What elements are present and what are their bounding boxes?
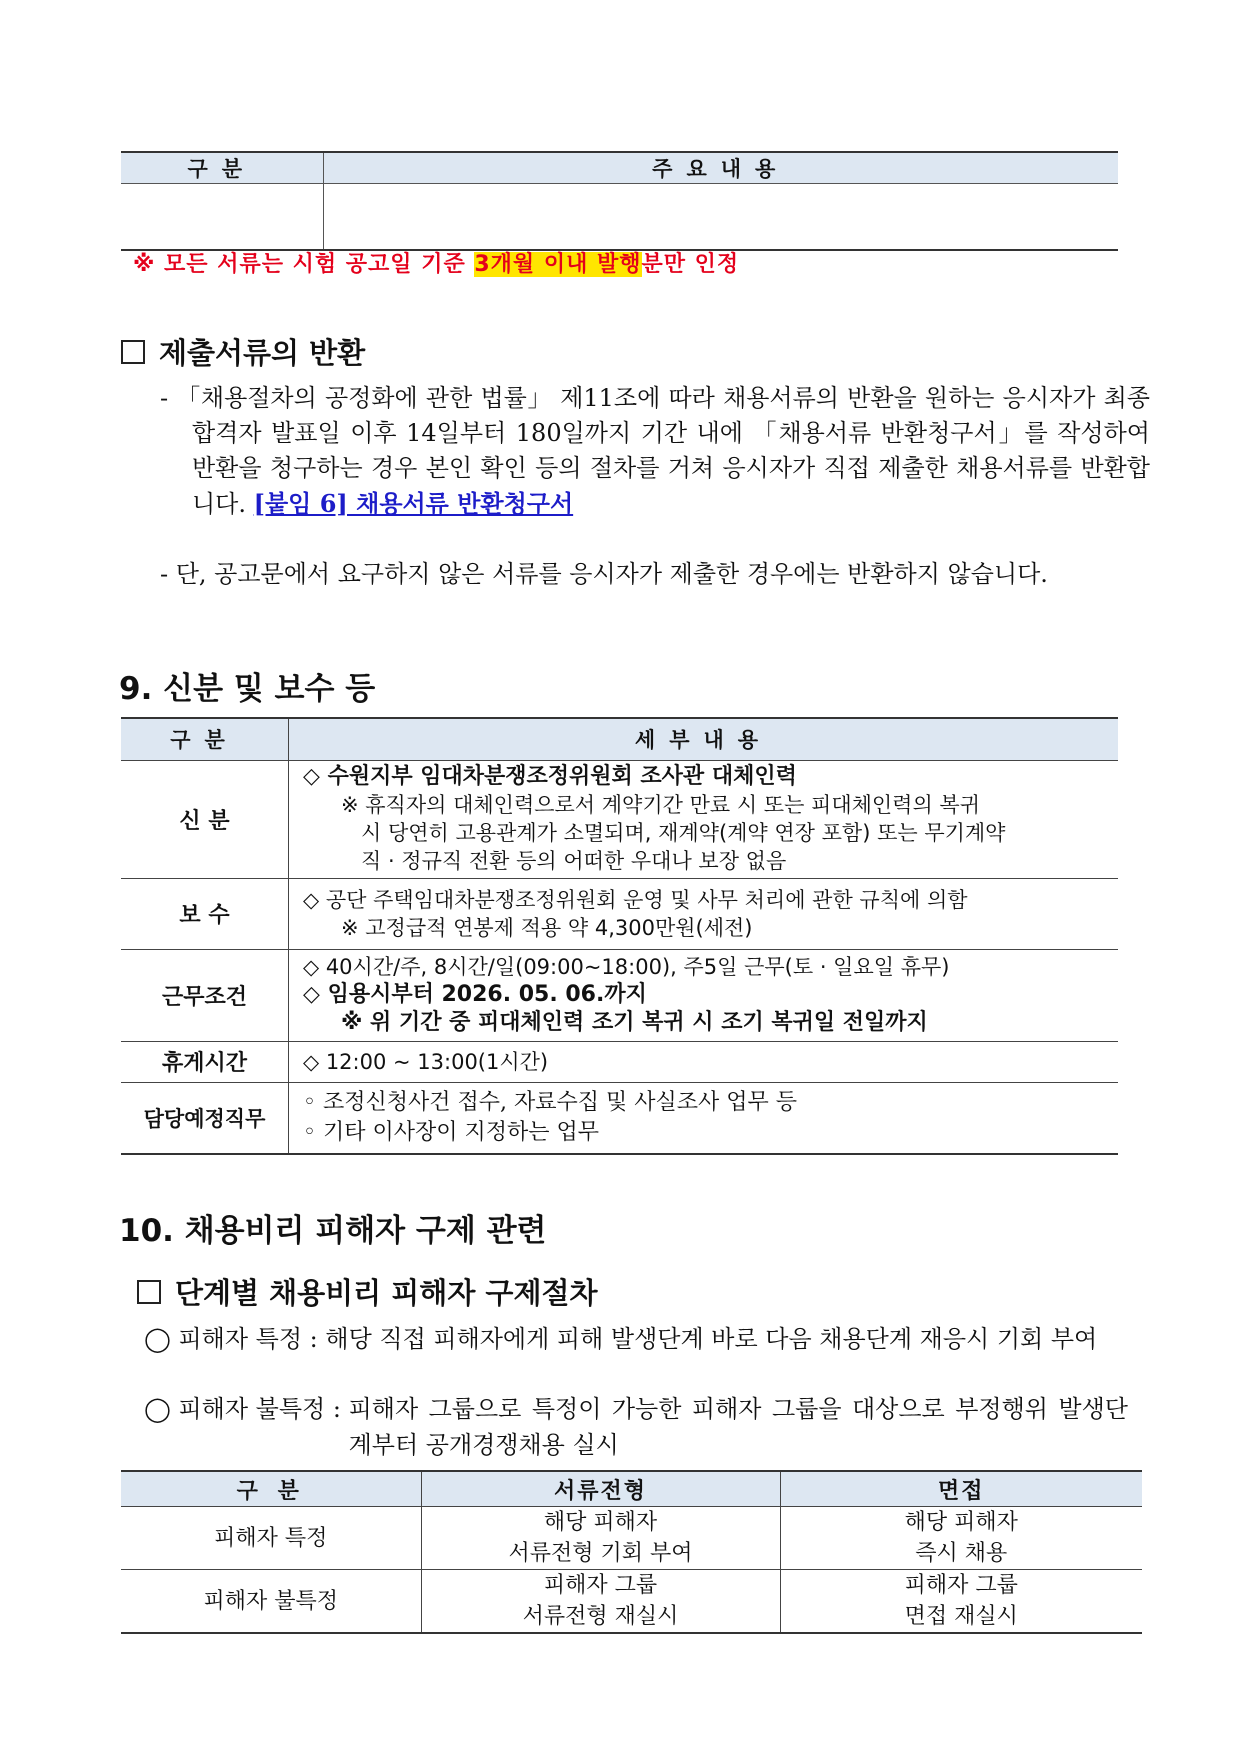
col-header-document: 서류전형 [421,1471,780,1507]
requirements-table [121,151,1118,251]
table-row [121,1570,1142,1634]
col-header-detail: 세부내용 [289,718,1119,760]
status-pay-table [121,717,1118,1155]
status-detail: ◇ 수원지부 임대차분쟁조정위원회 조사관 대체인력 ※ 휴직자의 대체인력으로서 계약기간 만료 시 또는 피대체인력의 복귀 시 당연히 고용관계가 소멸되며, 재계약(계약 연장 포함) 또는 무기계약 직 · 정규직 전환 등의 어떠한 우대나 보장 없음 [289,760,1119,878]
interview-cell: 해당 피해자 즉시 채용 [780,1507,1142,1570]
col-header-content: 주요내용 [323,152,1118,184]
document-cell: 해당 피해자 서류전형 기회 부여 [421,1507,780,1570]
row-label-break: 휴게시간 [121,1041,289,1082]
victim-relief-table [121,1470,1142,1634]
col-header-interview: 면접 [780,1471,1142,1507]
table-row [121,1507,1142,1570]
victim-unspecified-item: ◯ 피해자 불특정 : 피해자 그룹으로 특정이 가능한 피해자 그룹을 대상으로 부정행위 발생단계부터 공개경쟁채용 실시 [144,1395,1128,1459]
row-label-pay: 보 수 [121,878,289,949]
table-row-break [121,1041,1118,1082]
row-label-duty: 담당예정직무 [121,1082,289,1154]
duty-detail: ◦ 조정신청사건 접수, 자료수집 및 사실조사 업무 등 ◦ 기타 이사장이 지정하는 업무 [289,1082,1119,1154]
row-label: 피해자 특정 [121,1507,421,1570]
break-detail: ◇ 12:00 ~ 13:00(1시간) [289,1041,1119,1082]
col-header-category: 구분 [121,718,289,760]
checkbox-square-icon [137,1280,161,1304]
return-paragraph-2: - 단, 공고문에서 요구하지 않은 서류를 응시자가 제출한 경우에는 반환하지 않습니다. [160,560,1048,588]
return-section-heading: 제출서류의 반환 [121,331,365,372]
row-label: 피해자 불특정 [121,1570,421,1634]
interview-cell: 피해자 그룹 면접 재실시 [780,1570,1142,1634]
notice-prefix: ※ 모든 서류는 시험 공고일 기준 [133,252,475,277]
table-row [121,184,1118,251]
victim-specified-item: ◯ 피해자 특정 : 해당 직접 피해자에게 피해 발생단계 바로 다음 채용단계 재응시 기회 부여 [144,1325,1098,1353]
notice-highlight: 3개월 이내 발행 [474,252,642,277]
table-row-pay [121,878,1118,949]
empty-cell [121,184,323,251]
row-label-status: 신 분 [121,760,289,878]
pay-detail: ◇ 공단 주택임대차분쟁조정위원회 운영 및 사무 처리에 관한 규칙에 의함 ※ 고정급적 연봉제 적용 약 4,300만원(세전) [289,878,1119,949]
return-paragraph-1: - 「채용절차의 공정화에 관한 법률」 제11조에 따라 채용서류의 반환을 원하는 응시자가 최종합격자 발표일 이후 14일부터 180일까지 기간 내에 「채용서류 반환청구서」를 작성하여 반환을 청구하는 경우 본인 확인 등의 절차를 거쳐 응시자가 직접 제출한 채용서류를 반환합니다. [붙임 6] 채용서류 반환청구서 [160,384,1150,518]
empty-cell [323,184,1118,251]
attachment-6-link[interactable]: [붙임 6] 채용서류 반환청구서 [253,489,574,518]
section-10-subheading: 단계별 채용비리 피해자 구제절차 [137,1271,598,1312]
table-row-duty [121,1082,1118,1154]
section-9-heading: 9. 신분 및 보수 등 [119,671,376,707]
table-row-status [121,760,1118,878]
document-validity-notice [133,247,739,278]
checkbox-square-icon [121,340,145,364]
section-10-heading: 10. 채용비리 피해자 구제 관련 [119,1213,547,1249]
row-label-work: 근무조건 [121,949,289,1041]
col-header-category: 구분 [121,152,323,184]
work-detail: ◇ 40시간/주, 8시간/일(09:00~18:00), 주5일 근무(토 · 일요일 휴무) ◇ 임용시부터 2026. 05. 06.까지 ※ 위 기간 중 피대체인력 조기 복귀 시 조기 복귀일 전일까지 [289,949,1119,1041]
col-header-category: 구 분 [121,1471,421,1507]
document-cell: 피해자 그룹 서류전형 재실시 [421,1570,780,1634]
notice-suffix: 분만 인정 [641,252,740,277]
table-row-work [121,949,1118,1041]
